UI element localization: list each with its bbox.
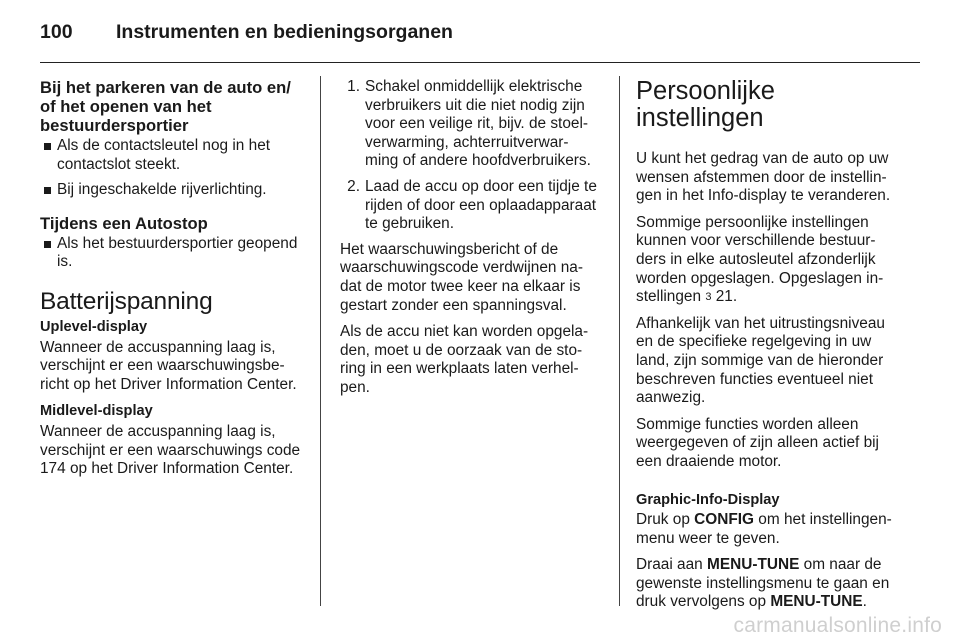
column-right (636, 78, 906, 620)
column-left (40, 78, 306, 487)
paragraph: Druk op CONFIG om het instellingen- menu weer te geven. (636, 511, 892, 547)
heading-graphic-info-display: Graphic-Info-Display (636, 491, 780, 508)
paragraph: Het waarschuwingsbericht of de waarschuwingscode verdwijnen na- dat de motor twee keer na elkaar is gestart zonder een spanningsval. (340, 240, 583, 314)
paragraph: Sommige persoonlijke instellingen kunnen voor verschillende bestuur- ders in elke autosleutel afzonderlijk worden opgeslagen. Opgeslagen in- stellingen 3 21. (636, 213, 884, 306)
bullet-icon (44, 187, 51, 194)
chapter-title: Instrumenten en bedieningsorganen (116, 21, 453, 43)
list-item: Als de contactsleutel nog in het contactslot steekt. (40, 137, 306, 174)
header-rule (40, 62, 920, 63)
paragraph: Als de accu niet kan worden opgela- den, moet u de oorzaak van de sto- ring in een werkplaats laten verhel- pen. (340, 323, 589, 396)
watermark: carmanualsonline.info (733, 614, 942, 637)
list-item: Als het bestuurdersportier geopend is. (40, 235, 306, 272)
paragraph: Wanneer de accuspanning laag is, verschijnt er een waarschuwingsbe- richt op het Driver Information Center. (40, 338, 297, 393)
bullet-icon (44, 143, 51, 150)
page-reference-icon[interactable]: 3 (705, 291, 712, 304)
list-item: Bij ingeschakelde rijverlichting. (40, 181, 306, 200)
paragraph: Wanneer de accuspanning laag is, verschijnt er een waarschuwings code 174 op het Driver Information Center. (40, 422, 301, 478)
paragraph: U kunt het gedrag van de auto op uw wensen afstemmen door de instellin- gen in het Info-display te veranderen. (636, 150, 891, 205)
list-item: 2. Laad de accu op door een tijdje te rijden of door een oplaadapparaat te gebruiken. (347, 177, 597, 233)
heading-parking: Bij het parkeren van de auto en/ of het openen van het bestuurdersportier (40, 78, 291, 135)
column-divider (320, 76, 321, 606)
paragraph: Sommige functies worden alleen weergegeven of zijn alleen actief bij een draaiende motor. (636, 415, 879, 470)
column-divider (619, 76, 620, 606)
heading-uplevel: Uplevel-display (40, 318, 148, 335)
heading-midlevel: Midlevel-display (40, 403, 153, 420)
heading-battery: Batterijspanning (40, 287, 213, 315)
list-item: 1. Schakel onmiddellijk elektrische verbruikers uit die niet nodig zijn voor een veilige rit, bijv. de stoel- verwarming, achterruitverwar- ming of andere hoofdverbruikers. (347, 78, 591, 170)
heading-personal-settings: Persoonlijke instellingen (636, 77, 775, 132)
column-middle (340, 78, 606, 406)
paragraph: Afhankelijk van het uitrustingsniveau en de specifieke regelgeving in uw land, zijn sommige van de hieronder beschreven functies eventueel niet aanwezig. (636, 314, 885, 407)
page-header (40, 14, 920, 50)
paragraph: Draai aan MENU-TUNE om naar de gewenste instellingsmenu te gaan en druk vervolgens op MENU-TUNE. (636, 556, 890, 611)
heading-autostop: Tijdens een Autostop (40, 213, 208, 233)
bullet-icon (44, 241, 51, 248)
page-number: 100 (40, 21, 73, 43)
